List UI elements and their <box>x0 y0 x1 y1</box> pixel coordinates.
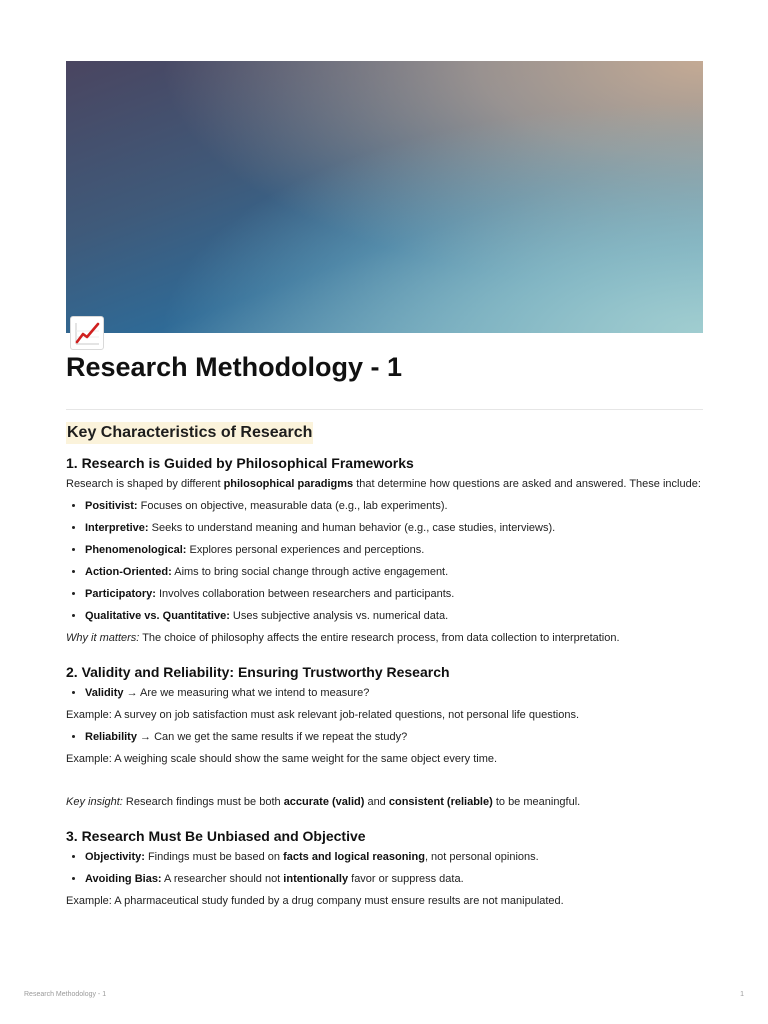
list-item: • Interpretive: Seeks to understand meaning and human behavior (e.g., case studies, interviews). <box>85 521 703 536</box>
list-item: • Avoiding Bias: A researcher should not intentionally favor or suppress data. <box>85 872 703 887</box>
list-item: • Action-Oriented: Aims to bring social change through active engagement. <box>85 565 703 580</box>
example-text: Example: A pharmaceutical study funded by a drug company must ensure results are not manipulated. <box>66 895 564 907</box>
list-item: • Participatory: Involves collaboration between researchers and participants. <box>85 587 703 602</box>
page-title: Research Methodology - 1 <box>66 352 403 382</box>
why-it-matters-note: Why it matters: The choice of philosophy affects the entire research process, from data collection to interpretation. <box>66 632 620 644</box>
example-text: Example: A weighing scale should show the same weight for the same object every time. <box>66 753 498 765</box>
list-item: • Objectivity: Findings must be based on facts and logical reasoning, not personal opinions. <box>85 850 703 865</box>
bullet-list <box>66 730 703 745</box>
list-item: • Positivist: Focuses on objective, measurable data (e.g., lab experiments). <box>85 499 703 514</box>
list-item: • Reliability → Can we get the same results if we repeat the study? <box>85 730 703 745</box>
bullet-list <box>66 850 703 887</box>
page-number: 1 <box>740 991 744 998</box>
divider <box>66 409 703 410</box>
key-insight-note: Key insight: Research findings must be both accurate (valid) and consistent (reliable) to be meaningful. <box>66 796 581 808</box>
footer-title: Research Methodology - 1 <box>24 991 107 998</box>
section-heading: Key Characteristics of Research <box>66 422 313 444</box>
list-item: • Validity → Are we measuring what we intend to measure? <box>85 686 703 701</box>
example-text: Example: A survey on job satisfaction must ask relevant job-related questions, not personal life questions. <box>66 709 580 721</box>
subsection-title-1: 1. Research is Guided by Philosophical Frameworks <box>66 455 414 471</box>
subsection-title-3: 3. Research Must Be Unbiased and Objective <box>66 828 366 844</box>
paragraph: Research is shaped by different philosophical paradigms that determine how questions are asked and answered. These include: <box>66 478 701 490</box>
bullet-list <box>66 499 703 624</box>
list-item: • Phenomenological: Explores personal experiences and perceptions. <box>85 543 703 558</box>
list-item: • Qualitative vs. Quantitative: Uses subjective analysis vs. numerical data. <box>85 609 703 624</box>
subsection-title-2: 2. Validity and Reliability: Ensuring Trustworthy Research <box>66 664 450 680</box>
bullet-list <box>66 686 703 701</box>
chart-increasing-icon <box>70 316 104 350</box>
cover-image <box>66 61 703 333</box>
document-body <box>66 422 703 916</box>
